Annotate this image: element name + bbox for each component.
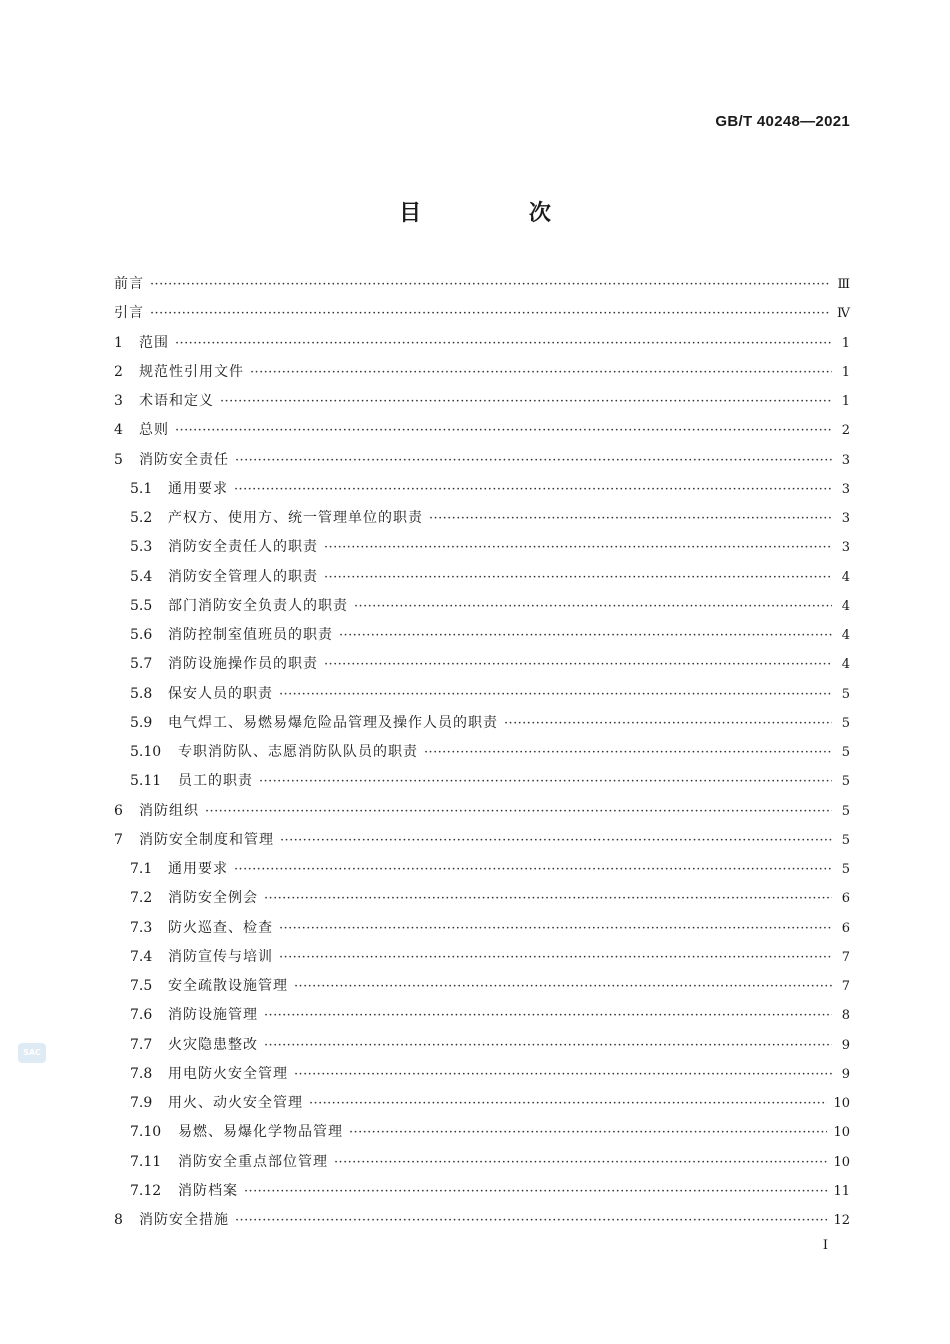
toc-entry[interactable]	[114, 621, 850, 650]
toc-entry-number: 7.4	[130, 948, 153, 965]
toc-entry-page: 10	[833, 1125, 850, 1141]
toc-entry[interactable]	[114, 1060, 850, 1089]
toc-entry-page: 5	[841, 803, 850, 819]
toc-entry-number: 5.5	[130, 597, 153, 614]
toc-entry-title: 用电防火安全管理	[168, 1065, 288, 1082]
toc-entry-title: 消防安全制度和管理	[139, 831, 274, 848]
standard-number: GB/T 40248—2021	[715, 113, 850, 130]
toc-entry-page: 11	[833, 1183, 850, 1199]
toc-entry-number: 7.9	[130, 1095, 153, 1111]
toc-entry-page: 9	[841, 1037, 850, 1053]
toc-entry[interactable]	[114, 914, 850, 943]
toc-entry-page: 6	[841, 920, 850, 936]
toc-entry[interactable]	[114, 533, 850, 562]
toc-entry-number: 7.3	[130, 919, 153, 936]
toc-dot-leader	[235, 1206, 827, 1235]
toc-entry-page: 3	[841, 481, 850, 497]
toc-dot-leader	[504, 709, 832, 738]
toc-entry-title: 消防安全措施	[139, 1212, 229, 1228]
toc-dot-leader	[354, 592, 832, 621]
toc-entry-page: 2	[841, 423, 850, 439]
toc-dot-leader	[349, 1118, 827, 1147]
toc-entry[interactable]	[114, 1177, 850, 1206]
toc-dot-leader	[279, 680, 832, 709]
toc-entry[interactable]	[114, 797, 850, 826]
toc-entry-number: 4	[114, 422, 123, 439]
toc-entry[interactable]	[114, 709, 850, 738]
toc-dot-leader	[279, 943, 832, 972]
toc-entry-title: 消防安全管理人的职责	[168, 568, 318, 585]
toc-entry-page: Ⅳ	[837, 306, 850, 322]
toc-entry[interactable]	[114, 1118, 850, 1147]
toc-entry-title: 消防安全责任	[139, 451, 229, 468]
toc-entry-page: 9	[841, 1066, 850, 1082]
toc-entry-number: 5.10	[130, 744, 162, 760]
toc-entry-title: 消防设施操作员的职责	[168, 656, 318, 673]
toc-entry-page: 4	[841, 569, 850, 585]
toc-entry-title: 易燃、易爆化学物品管理	[178, 1124, 343, 1141]
toc-entry-title: 通用要求	[168, 480, 228, 497]
toc-entry-page: 1	[841, 335, 850, 351]
toc-dot-leader	[264, 884, 832, 913]
toc-entry[interactable]	[114, 592, 850, 621]
toc-entry-page: 8	[841, 1008, 850, 1024]
toc-entry-number: 7.10	[130, 1124, 162, 1141]
toc-entry-page: 5	[841, 715, 850, 731]
toc-dot-leader	[175, 329, 832, 358]
toc-entry-page: 4	[841, 657, 850, 673]
toc-entry-number: 7.2	[130, 890, 153, 907]
toc-entry-page: 5	[841, 745, 850, 760]
toc-dot-leader	[334, 1148, 827, 1177]
toc-entry[interactable]	[114, 972, 850, 1001]
page-number: I	[822, 1238, 828, 1253]
toc-entry-title: 消防安全重点部位管理	[178, 1153, 328, 1170]
toc-entry[interactable]	[114, 358, 850, 387]
toc-entry-title: 消防安全例会	[168, 890, 258, 907]
toc-entry-number: 6	[114, 802, 123, 819]
toc-entry[interactable]	[114, 387, 850, 416]
toc-entry[interactable]	[114, 1001, 850, 1030]
toc-entry-number: 7.5	[130, 978, 153, 994]
toc-entry[interactable]	[114, 563, 850, 592]
toc-entry[interactable]	[114, 650, 850, 679]
toc-entry-title: 产权方、使用方、统一管理单位的职责	[168, 510, 423, 526]
toc-dot-leader	[150, 270, 831, 299]
toc-entry-number: 7.7	[130, 1036, 153, 1053]
toc-dot-leader	[324, 650, 832, 679]
toc-entry-title: 消防宣传与培训	[168, 948, 273, 965]
toc-entry[interactable]	[114, 299, 850, 328]
toc-entry-title: 范围	[139, 334, 169, 351]
toc-entry-number: 7.8	[130, 1065, 153, 1082]
toc-entry-number: 7.12	[130, 1182, 162, 1199]
toc-dot-leader	[235, 446, 832, 475]
toc-entry-number: 5.11	[130, 773, 162, 790]
toc-entry-page: 6	[841, 891, 850, 907]
toc-entry-title: 消防设施管理	[168, 1007, 258, 1024]
toc-entry-title: 消防控制室值班员的职责	[168, 627, 333, 643]
toc-entry-number: 1	[114, 334, 123, 351]
toc-entry-number: 5.2	[130, 510, 153, 526]
toc-entry-title: 电气焊工、易燃易爆危险品管理及操作人员的职责	[168, 714, 498, 731]
toc-entry-number: 5.8	[130, 685, 153, 702]
toc-entry-page: 7	[841, 979, 850, 994]
toc-dot-leader	[244, 1177, 827, 1206]
toc-entry-title: 员工的职责	[178, 773, 253, 790]
toc-entry-title: 保安人员的职责	[168, 685, 273, 702]
toc-entry-number: 7.11	[130, 1153, 162, 1170]
toc-entry[interactable]	[114, 329, 850, 358]
toc-dot-leader	[339, 621, 832, 650]
toc-entry-page: 3	[841, 540, 850, 556]
toc-dot-leader	[220, 387, 832, 416]
toc-entry-title: 术语和定义	[139, 393, 214, 409]
toc-entry-page: 4	[841, 598, 850, 614]
toc-dot-leader	[234, 475, 832, 504]
toc-entry[interactable]	[114, 738, 850, 767]
toc-entry[interactable]	[114, 855, 850, 884]
toc-entry[interactable]	[114, 475, 850, 504]
toc-entry-number: 5.1	[130, 480, 153, 497]
toc-entry-title: 引言	[114, 305, 144, 322]
toc-entry-number: 7.6	[130, 1007, 153, 1024]
toc-entry-page: 1	[841, 394, 850, 409]
toc-entry-page: 4	[841, 628, 850, 643]
toc-dot-leader	[280, 826, 832, 855]
toc-entry-title: 专职消防队、志愿消防队队员的职责	[178, 744, 418, 760]
toc-entry[interactable]	[114, 767, 850, 796]
toc-dot-leader	[294, 1060, 832, 1089]
toc-entry-page: 3	[841, 452, 850, 468]
toc-entry-page: 5	[841, 686, 850, 702]
toc-entry-title: 用火、动火安全管理	[168, 1095, 303, 1111]
toc-dot-leader	[424, 738, 832, 767]
toc-dot-leader	[429, 504, 832, 533]
toc-entry-page: 12	[833, 1213, 850, 1228]
toc-entry[interactable]	[114, 826, 850, 855]
toc-dot-leader	[259, 767, 832, 796]
toc-entry-number: 5.7	[130, 656, 153, 673]
toc-entry-page: Ⅲ	[837, 277, 850, 292]
toc-entry-title: 消防档案	[178, 1182, 238, 1199]
toc-entry-page: 1	[841, 364, 850, 380]
toc-entry-number: 5.6	[130, 627, 153, 643]
toc-dot-leader	[264, 1031, 832, 1060]
toc-entry[interactable]	[114, 943, 850, 972]
toc-entry-title: 防火巡查、检查	[168, 919, 273, 936]
toc-entry[interactable]	[114, 884, 850, 913]
toc-entry[interactable]	[114, 1148, 850, 1177]
toc-entry[interactable]	[114, 446, 850, 475]
toc-dot-leader	[175, 416, 832, 445]
toc-dot-leader	[150, 299, 831, 328]
toc-entry-number: 3	[114, 393, 123, 409]
toc-dot-leader	[294, 972, 832, 1001]
toc-entry-number: 5	[114, 451, 123, 468]
toc-entry[interactable]	[114, 1089, 850, 1118]
toc-entry-title: 安全疏散设施管理	[168, 978, 288, 994]
toc-entry-number: 5.4	[130, 568, 153, 585]
toc-entry-number: 5.3	[130, 539, 153, 556]
toc-title: 目 次	[399, 201, 601, 226]
toc-entry-title: 通用要求	[168, 861, 228, 877]
sac-watermark-logo: SAC	[18, 1043, 46, 1063]
toc-entry-page: 7	[841, 949, 850, 965]
toc-entry-page: 3	[841, 511, 850, 526]
toc-list	[114, 270, 850, 1235]
toc-entry-title: 前言	[114, 276, 144, 292]
toc-entry-title: 总则	[139, 422, 169, 439]
toc-entry-title: 规范性引用文件	[139, 363, 244, 380]
toc-entry-number: 2	[114, 363, 123, 380]
toc-entry-title: 消防安全责任人的职责	[168, 539, 318, 556]
toc-entry[interactable]	[114, 1031, 850, 1060]
toc-entry-number: 8	[114, 1212, 123, 1228]
toc-entry-page: 5	[841, 862, 850, 877]
toc-entry-title: 消防组织	[139, 802, 199, 819]
toc-dot-leader	[234, 855, 832, 884]
toc-dot-leader	[309, 1089, 827, 1118]
toc-entry[interactable]	[114, 1206, 850, 1235]
toc-entry-title: 火灾隐患整改	[168, 1036, 258, 1053]
toc-entry-number: 7.1	[130, 861, 153, 877]
toc-entry[interactable]	[114, 504, 850, 533]
toc-dot-leader	[250, 358, 832, 387]
toc-dot-leader	[324, 563, 832, 592]
toc-entry-page: 5	[841, 774, 850, 790]
toc-dot-leader	[324, 533, 832, 562]
toc-entry[interactable]	[114, 270, 850, 299]
toc-entry-page: 10	[833, 1096, 850, 1111]
toc-dot-leader	[279, 914, 832, 943]
toc-entry-page: 5	[841, 832, 850, 848]
toc-entry[interactable]	[114, 680, 850, 709]
toc-entry-page: 10	[833, 1154, 850, 1170]
toc-entry-number: 7	[114, 831, 123, 848]
toc-dot-leader	[205, 797, 832, 826]
toc-entry[interactable]	[114, 416, 850, 445]
toc-entry-title: 部门消防安全负责人的职责	[168, 597, 348, 614]
toc-dot-leader	[264, 1001, 832, 1030]
toc-entry-number: 5.9	[130, 714, 153, 731]
